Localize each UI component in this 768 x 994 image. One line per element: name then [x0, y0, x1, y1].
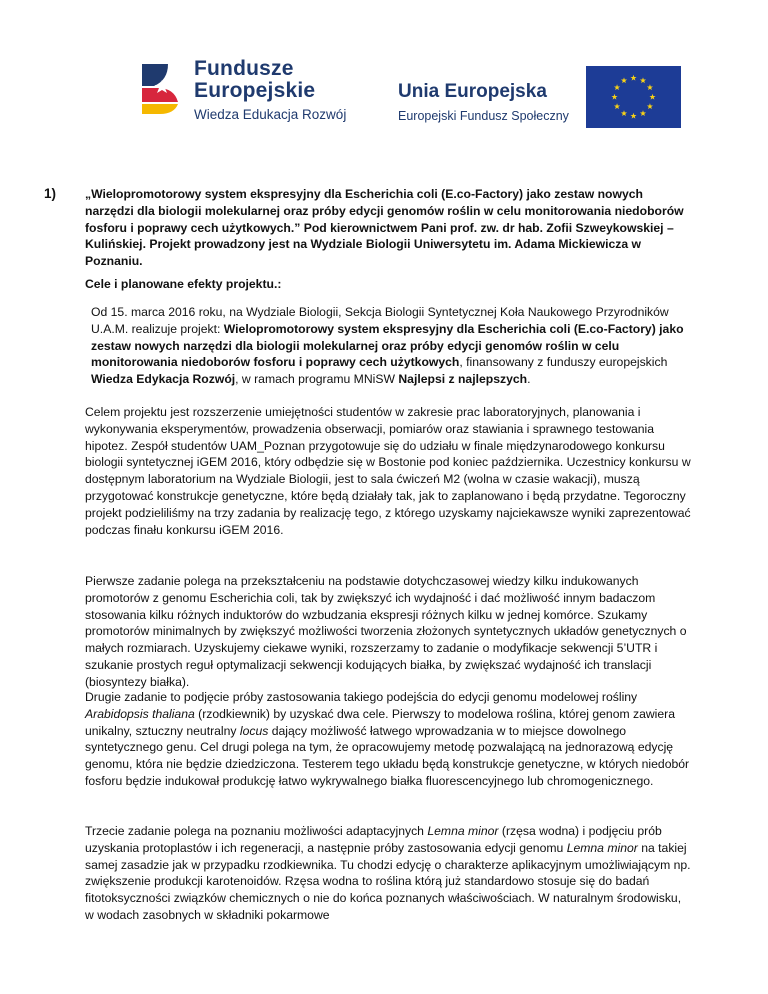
- unia-europejska-logo-text: [398, 82, 569, 123]
- p1-program-name: Wiedza Edykacja Rozwój: [91, 372, 236, 387]
- p1-text-a: Od 15. marca 2016 roku, na Wydziale Biologii, Sekcja Biologii Syntetycznej Koła Naukowego Przyrodników U.A.M. realizuje projekt:: [91, 305, 669, 336]
- project-title: „Wielopromotorowy system ekspresyjny dla Escherichia coli (E.co-Factory) jako zestaw nowych narzędzi dla biologii molekularnej oraz próby edycji genomów roślin w celu monitorowania niedoborów fosforu i poprawy cech użytkowych.” Pod kierownictwem Pani prof. zw. dr hab. Zofii Szweykowskiej – Kulińskiej. Projekt prowadzony jest na Wydziale Biologii Uniwersytetu im. Adama Mickiewicza w Poznaniu.: [85, 187, 684, 269]
- fe-logo-line1: Fundusze: [194, 57, 294, 80]
- p5-lemna-1: Lemna minor: [427, 824, 499, 838]
- p1-project-name: Wielopromotorowy system ekspresyjny dla Escherichia coli (E.co-Factory) jako zestaw nowych narzędzi dla biologii molekularnej oraz próby edycji genomów roślin w celu monitorowania niedoborów fosforu i poprawy cech użytkowych: [91, 321, 684, 370]
- fe-logo-subtitle: Wiedza Edukacja Rozwój: [194, 107, 347, 122]
- paragraph-task-2: [85, 689, 693, 790]
- eu-logo-title: Unia Europejska: [398, 81, 547, 102]
- p1-text-c: , finansowany z funduszy europejskich: [459, 355, 668, 370]
- p4-arabidopsis: Arabidopsis thaliana: [85, 706, 195, 721]
- paragraph-goal: Celem projektu jest rozszerzenie umiejętności studentów w zakresie prac laboratoryjnych, planowania i wykonywania eksperymentów, prowadzenia obserwacji, pomiarów oraz stawiania i sprawnego testowania hipotez. Zespół studentów UAM_Poznan przygotowuje się do udziału w finale międzynarodowego konkursu biologii syntetycznej iGEM 2016, który odbędzie się w Bostonie pod koniec października. Uczestnicy konkursu w dostępnym laboratorium na Wydziale Biologii, jest to sala ćwiczeń M2 (wolna w czasie wakacji), muszą przygotować konstrukcje genetyczne, które będą działały tak, jak to zaplanowano i będą przydatne. Tegoroczny projekt podzieliliśmy na trzy zadania by realizację tego, z którego uzyskamy najciekawsze wyniki zaprezentować podczas finału konkursu iGEM 2016.: [85, 405, 691, 537]
- paragraph-intro: [91, 304, 691, 388]
- fundusze-europejskie-logo: [138, 58, 346, 122]
- p1-text-e: , w ramach programu MNiSW: [235, 372, 399, 387]
- p1-best-of-best: Najlepsi z najlepszych: [398, 372, 528, 387]
- item-number: 1): [44, 186, 57, 201]
- p1-text-g: .: [527, 372, 531, 387]
- p5-text-c: (rzęsa wodna) i podjęciu prób uzyskania protoplastów i ich regeneracji, a następnie próby zastosowania edycji genomu: [85, 824, 662, 855]
- p4-locus: locus: [239, 723, 269, 738]
- p4-text-c: (rzodkiewnik) by uzyskać dwa cele. Pierwszy to modelowa roślina, której genom zawiera unikalny, sztuczny neutralny: [85, 706, 676, 738]
- paragraph-task-3: [85, 823, 693, 924]
- p5-text-e: na takiej samej zasadzie jak w przypadku rzodkiewnika. Tu chodzi edycję o charakterze aplikacyjnym umożliwiającym np. zwiększenie produkcji karotenoidów. Rzęsa wodna to roślina którą już standardowo stosuje się do badań fitotoksyczności związków chemicznych o nie do końca poznanych właściwościach. W naturalnym środowisku, w wodach zasobnych w składniki pokarmowe: [85, 840, 691, 922]
- fundusze-europejskie-emblem-icon: [138, 58, 184, 116]
- paragraph-task-1: Pierwsze zadanie polega na przekształceniu na podstawie dotychczasowej wiedzy kilku indukowanych promotorów z genomu Escherichia coli, tak by zwiększyć ich wydajność i dać możliwość innym badaczom stosowania kilku różnych induktorów do wzbudzania ekspresji różnych kilku w jednej komórce. Szukamy promotorów minimalnych by zwiększyć możliwości tworzenia złożonych syntetycznych układów genetycznych o małych rozmiarach. Uzyskujemy ciekawe wyniki, rozszerzamy to zadanie o modyfikacje sekwencji 5’UTR i szukanie prostych reguł optymalizacji sekwencji kodujących białka, by zwiększać wydajność ich translacji (biosyntezy białka).: [85, 574, 687, 689]
- fe-logo-line2: Europejskie: [194, 79, 316, 102]
- goals-heading: Cele i planowane efekty projektu.:: [85, 277, 282, 291]
- p5-text-a: Trzecie zadanie polega na poznaniu możliwości adaptacyjnych: [85, 824, 428, 838]
- eu-logo-subtitle: Europejski Fundusz Społeczny: [398, 109, 569, 123]
- eu-flag-icon: [586, 66, 681, 128]
- p5-lemna-2: Lemna minor: [566, 840, 638, 855]
- p4-text-e: dający możliwość łatwego wprowadzania w to miejsce dowolnego syntetycznego genu. Cel drugi polega na tym, że opracowujemy metodę pozwalającą na jednorazową edycję genomu, która nie będzie dziedziczona. Testerem tego układu będą konstrukcje genetyczne, w których niedobór fosforu będzie indukował produkcję łatwo wykrywalnego białka fluorescencyjnego lub chromogenicznego.: [85, 723, 690, 788]
- p4-text-a: Drugie zadanie to podjęcie próby zastosowania takiego podejścia do edycji genomu modelowej rośliny: [85, 690, 638, 704]
